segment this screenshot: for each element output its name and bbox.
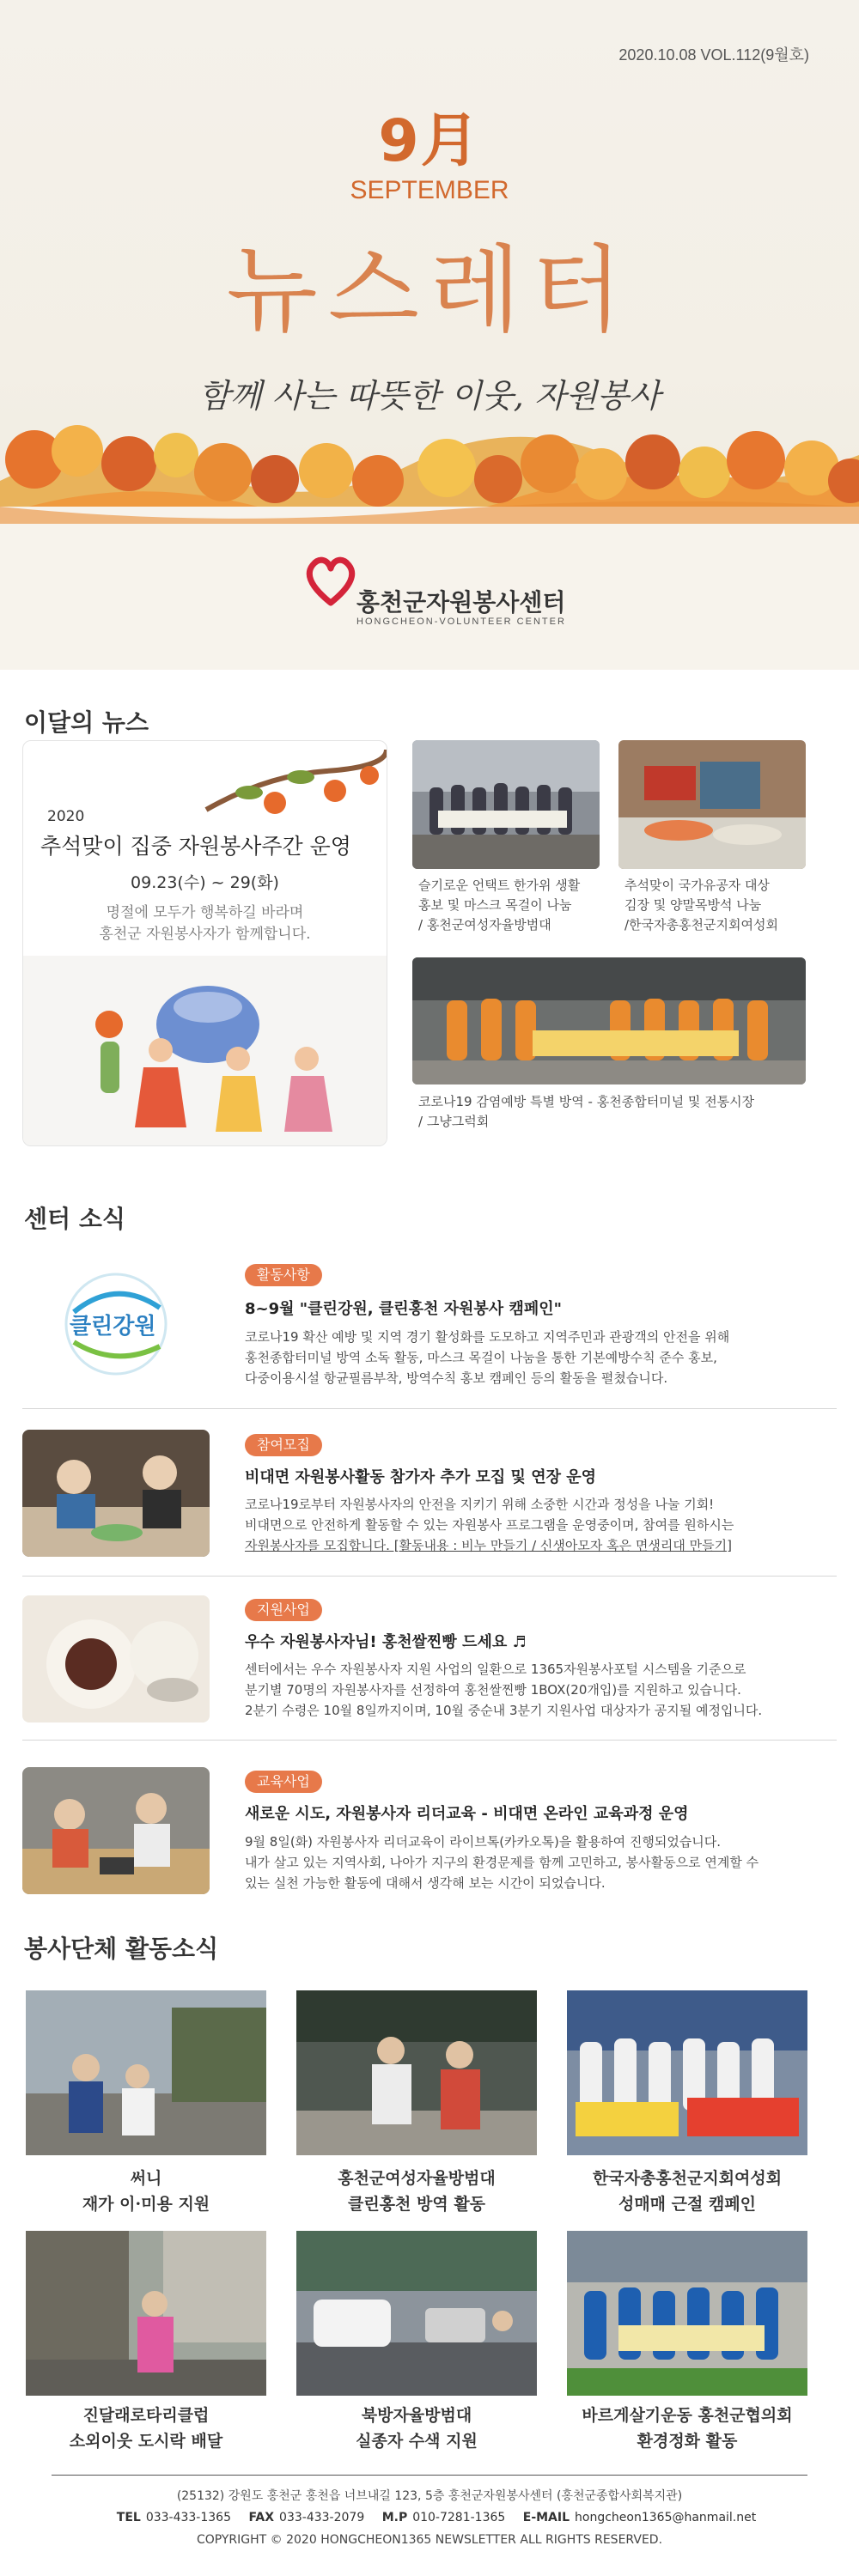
feature-desc-line: 명절에 모두가 행복하길 바라며 — [106, 904, 304, 921]
caption-line: 슬기로운 언택트 한가위 생활 — [418, 878, 581, 893]
body-line: 내가 살고 있는 지역사회, 나아가 지구의 환경문제를 함께 고민하고, 봉사활동으로 연계할 수 — [245, 1855, 759, 1870]
body-line: 9월 8일(화) 자원봉사자 리더교육이 라이브톡(카카오톡)을 활용하여 진행되었습니다. — [245, 1834, 722, 1850]
feature-date: 09.23(수) ~ 29(화) — [131, 873, 279, 892]
news-feature-card[interactable] — [22, 740, 387, 1146]
center-logo — [0, 550, 859, 627]
heart-logo-icon — [301, 550, 361, 610]
body-line: 비대면으로 안전하게 활동할 수 있는 자원봉사 프로그램을 운영중이며, 참여를 원하시는 — [245, 1517, 734, 1533]
tel-label: TEL — [116, 2511, 141, 2524]
news-caption-1 — [418, 876, 580, 935]
slogan: 함께 사는 따뜻한 이웃, 자원봉사 — [198, 377, 661, 415]
logo-text: 홍천군자원봉사센터 — [356, 588, 566, 617]
feature-year: 2020 — [47, 808, 85, 825]
divider — [22, 1408, 837, 1409]
news-section-title: 이달의 뉴스 — [24, 708, 149, 737]
group-name: 바르게살기운동 홍천군협의회 — [582, 2406, 793, 2425]
center-news-photo-education[interactable] — [22, 1767, 210, 1894]
caption-line: /한국자총홍천군지회여성회 — [624, 917, 778, 933]
news-caption-2 — [624, 876, 778, 935]
tel-number[interactable]: 033-433-1365 — [145, 2511, 231, 2524]
news-caption-3 — [418, 1092, 754, 1132]
feature-title: 추석맞이 집중 자원봉사주간 운영 — [40, 834, 351, 859]
mobile-label: M.P — [381, 2511, 408, 2524]
chuseok-people-illustration — [23, 956, 387, 1146]
body-line: 2분기 수령은 10월 8일까지이며, 10월 중순내 3분기 지원사업 대상자가 공지될 예정입니다. — [245, 1703, 763, 1718]
group-activity: 성매매 근절 캠페인 — [618, 2195, 757, 2214]
group-name: 한국자총홍천군지회여성회 — [592, 2169, 783, 2188]
mobile-number[interactable]: 010-7281-1365 — [412, 2511, 506, 2524]
group-name: 홍천군여성자율방범대 — [338, 2169, 496, 2188]
group-photo-cleanup[interactable] — [567, 2231, 807, 2396]
category-tag: 지원사업 — [245, 1599, 322, 1621]
footer-address: (25132) 강원도 홍천군 홍천읍 너브내길 123, 5층 홍천군자원봉사센터 (홍천군종합사회복지관) — [176, 2489, 683, 2503]
divider — [22, 1740, 837, 1741]
news-photo-disinfection[interactable] — [412, 957, 806, 1084]
center-news-photo-bread[interactable] — [22, 1595, 210, 1722]
center-section-title: 센터 소식 — [24, 1205, 125, 1233]
clean-gangwon-logo — [22, 1261, 210, 1388]
fax-number: 033-433-2079 — [279, 2511, 365, 2524]
body-line: 분기별 70명의 자원봉사자를 선정하여 홍천쌀찐빵 1BOX(20개입)를 지원하고 있습니다. — [245, 1682, 741, 1698]
caption-line: 코로나19 감염예방 특별 방역 - 홍천종합터미널 및 전통시장 — [418, 1094, 755, 1109]
groups-section-title: 봉사단체 활동소식 — [24, 1935, 219, 1963]
body-line: 센터에서는 우수 자원봉사자 지원 사업의 일환으로 1365자원봉사포털 시스템을 기준으로 — [245, 1662, 746, 1677]
body-line: 다중이용시설 항균필름부착, 방역수칙 홍보 캠페인 등의 활동을 펼쳤습니다. — [245, 1370, 668, 1386]
center-news-body — [245, 1327, 829, 1388]
center-news-body — [245, 1659, 829, 1721]
center-news-title: 8~9월 "클린강원, 클린홍천 자원봉사 캠페인" — [245, 1300, 562, 1318]
caption-line: / 홍천군여성자율방범대 — [418, 917, 551, 933]
body-line: 코로나19 확산 예방 및 지역 경기 활성화를 도모하고 지역주민과 관광객의 안전을 위해 — [245, 1329, 730, 1345]
svg-text:클린강원: 클린강원 — [70, 1314, 156, 1340]
group-activity: 클린홍천 방역 활동 — [347, 2195, 486, 2214]
body-line: 홍천종합터미널 방역 소독 활동, 마스크 목걸이 나눔을 통한 기본예방수칙 준수 홍보, — [245, 1350, 717, 1365]
group-photo-search[interactable] — [296, 2231, 537, 2396]
group-photo-campaign[interactable] — [567, 1990, 807, 2155]
group-activity: 환경정화 활동 — [637, 2432, 738, 2451]
body-line: 있는 실천 가능한 활동에 대해서 생각해 보는 시간이 되었습니다. — [245, 1875, 606, 1891]
footer-contact — [0, 2511, 859, 2524]
group-activity: 재가 이·미용 지원 — [82, 2195, 210, 2214]
persimmon-branch-icon — [198, 741, 387, 827]
newsletter-title: 뉴스레터 — [226, 235, 633, 345]
center-news-title: 새로운 시도, 자원봉사자 리더교육 - 비대면 온라인 교육과정 운영 — [245, 1805, 689, 1823]
group-name: 진달래로타리클럽 — [82, 2406, 210, 2425]
issue-info: 2020.10.08 VOL.112(9월호) — [618, 46, 809, 64]
group-activity: 소외이웃 도시락 배달 — [69, 2432, 223, 2451]
footer-divider — [52, 2475, 807, 2476]
group-activity: 실종자 수색 지원 — [356, 2432, 478, 2451]
category-tag: 교육사업 — [245, 1771, 322, 1793]
month-title: 9月 — [378, 107, 481, 175]
caption-line: / 그냥그럭회 — [418, 1114, 490, 1129]
category-tag: 참여모집 — [245, 1434, 322, 1456]
category-tag: 활동사항 — [245, 1264, 322, 1286]
divider — [22, 1576, 837, 1577]
newsletter-header — [0, 0, 859, 670]
fax-label: FAX — [248, 2511, 275, 2524]
month-english: SEPTEMBER — [350, 176, 509, 204]
email-label: E-MAIL — [522, 2511, 570, 2524]
caption-line: 추석맞이 국가유공자 대상 — [624, 878, 770, 893]
logo-subtext: HONGCHEON-VOLUNTEER CENTER — [356, 617, 566, 627]
center-news-photo-soap[interactable] — [22, 1430, 210, 1557]
news-photo-kimchi[interactable] — [618, 740, 806, 869]
caption-line: 홍보 및 마스크 목걸이 나눔 — [418, 897, 572, 913]
caption-line: 김장 및 양말목방석 나눔 — [624, 897, 762, 913]
body-line: 자원봉사자를 모집합니다. [활동내용 : 비누 만들기 / 신생아모자 혹은 면생리대 만들기] — [245, 1538, 732, 1553]
group-photo-disinfection[interactable] — [296, 1990, 537, 2155]
center-news-title: 비대면 자원봉사활동 참가자 추가 모집 및 연장 운영 — [245, 1468, 597, 1486]
group-photo-lunchbox[interactable] — [26, 2231, 266, 2396]
body-line: 코로나19로부터 자원봉사자의 안전을 지키기 위해 소중한 시간과 정성을 나눌 기회! — [245, 1497, 715, 1512]
group-name: 북방자율방범대 — [361, 2406, 472, 2425]
center-news-title: 우수 자원봉사자님! 홍천쌀찐빵 드세요 ♬ — [245, 1633, 527, 1651]
center-news-body — [245, 1494, 829, 1556]
footer-copyright: COPYRIGHT © 2020 HONGCHEON1365 NEWSLETTER ALL RIGHTS RESERVED. — [196, 2533, 663, 2547]
group-name: 써니 — [130, 2169, 162, 2188]
news-photo-mask-campaign[interactable] — [412, 740, 600, 869]
group-photo-haircut[interactable] — [26, 1990, 266, 2155]
email-address[interactable]: hongcheon1365@hanmail.net — [575, 2511, 757, 2524]
feature-desc-line: 홍천군 자원봉사자가 함께합니다. — [99, 926, 311, 943]
center-news-body — [245, 1832, 829, 1893]
